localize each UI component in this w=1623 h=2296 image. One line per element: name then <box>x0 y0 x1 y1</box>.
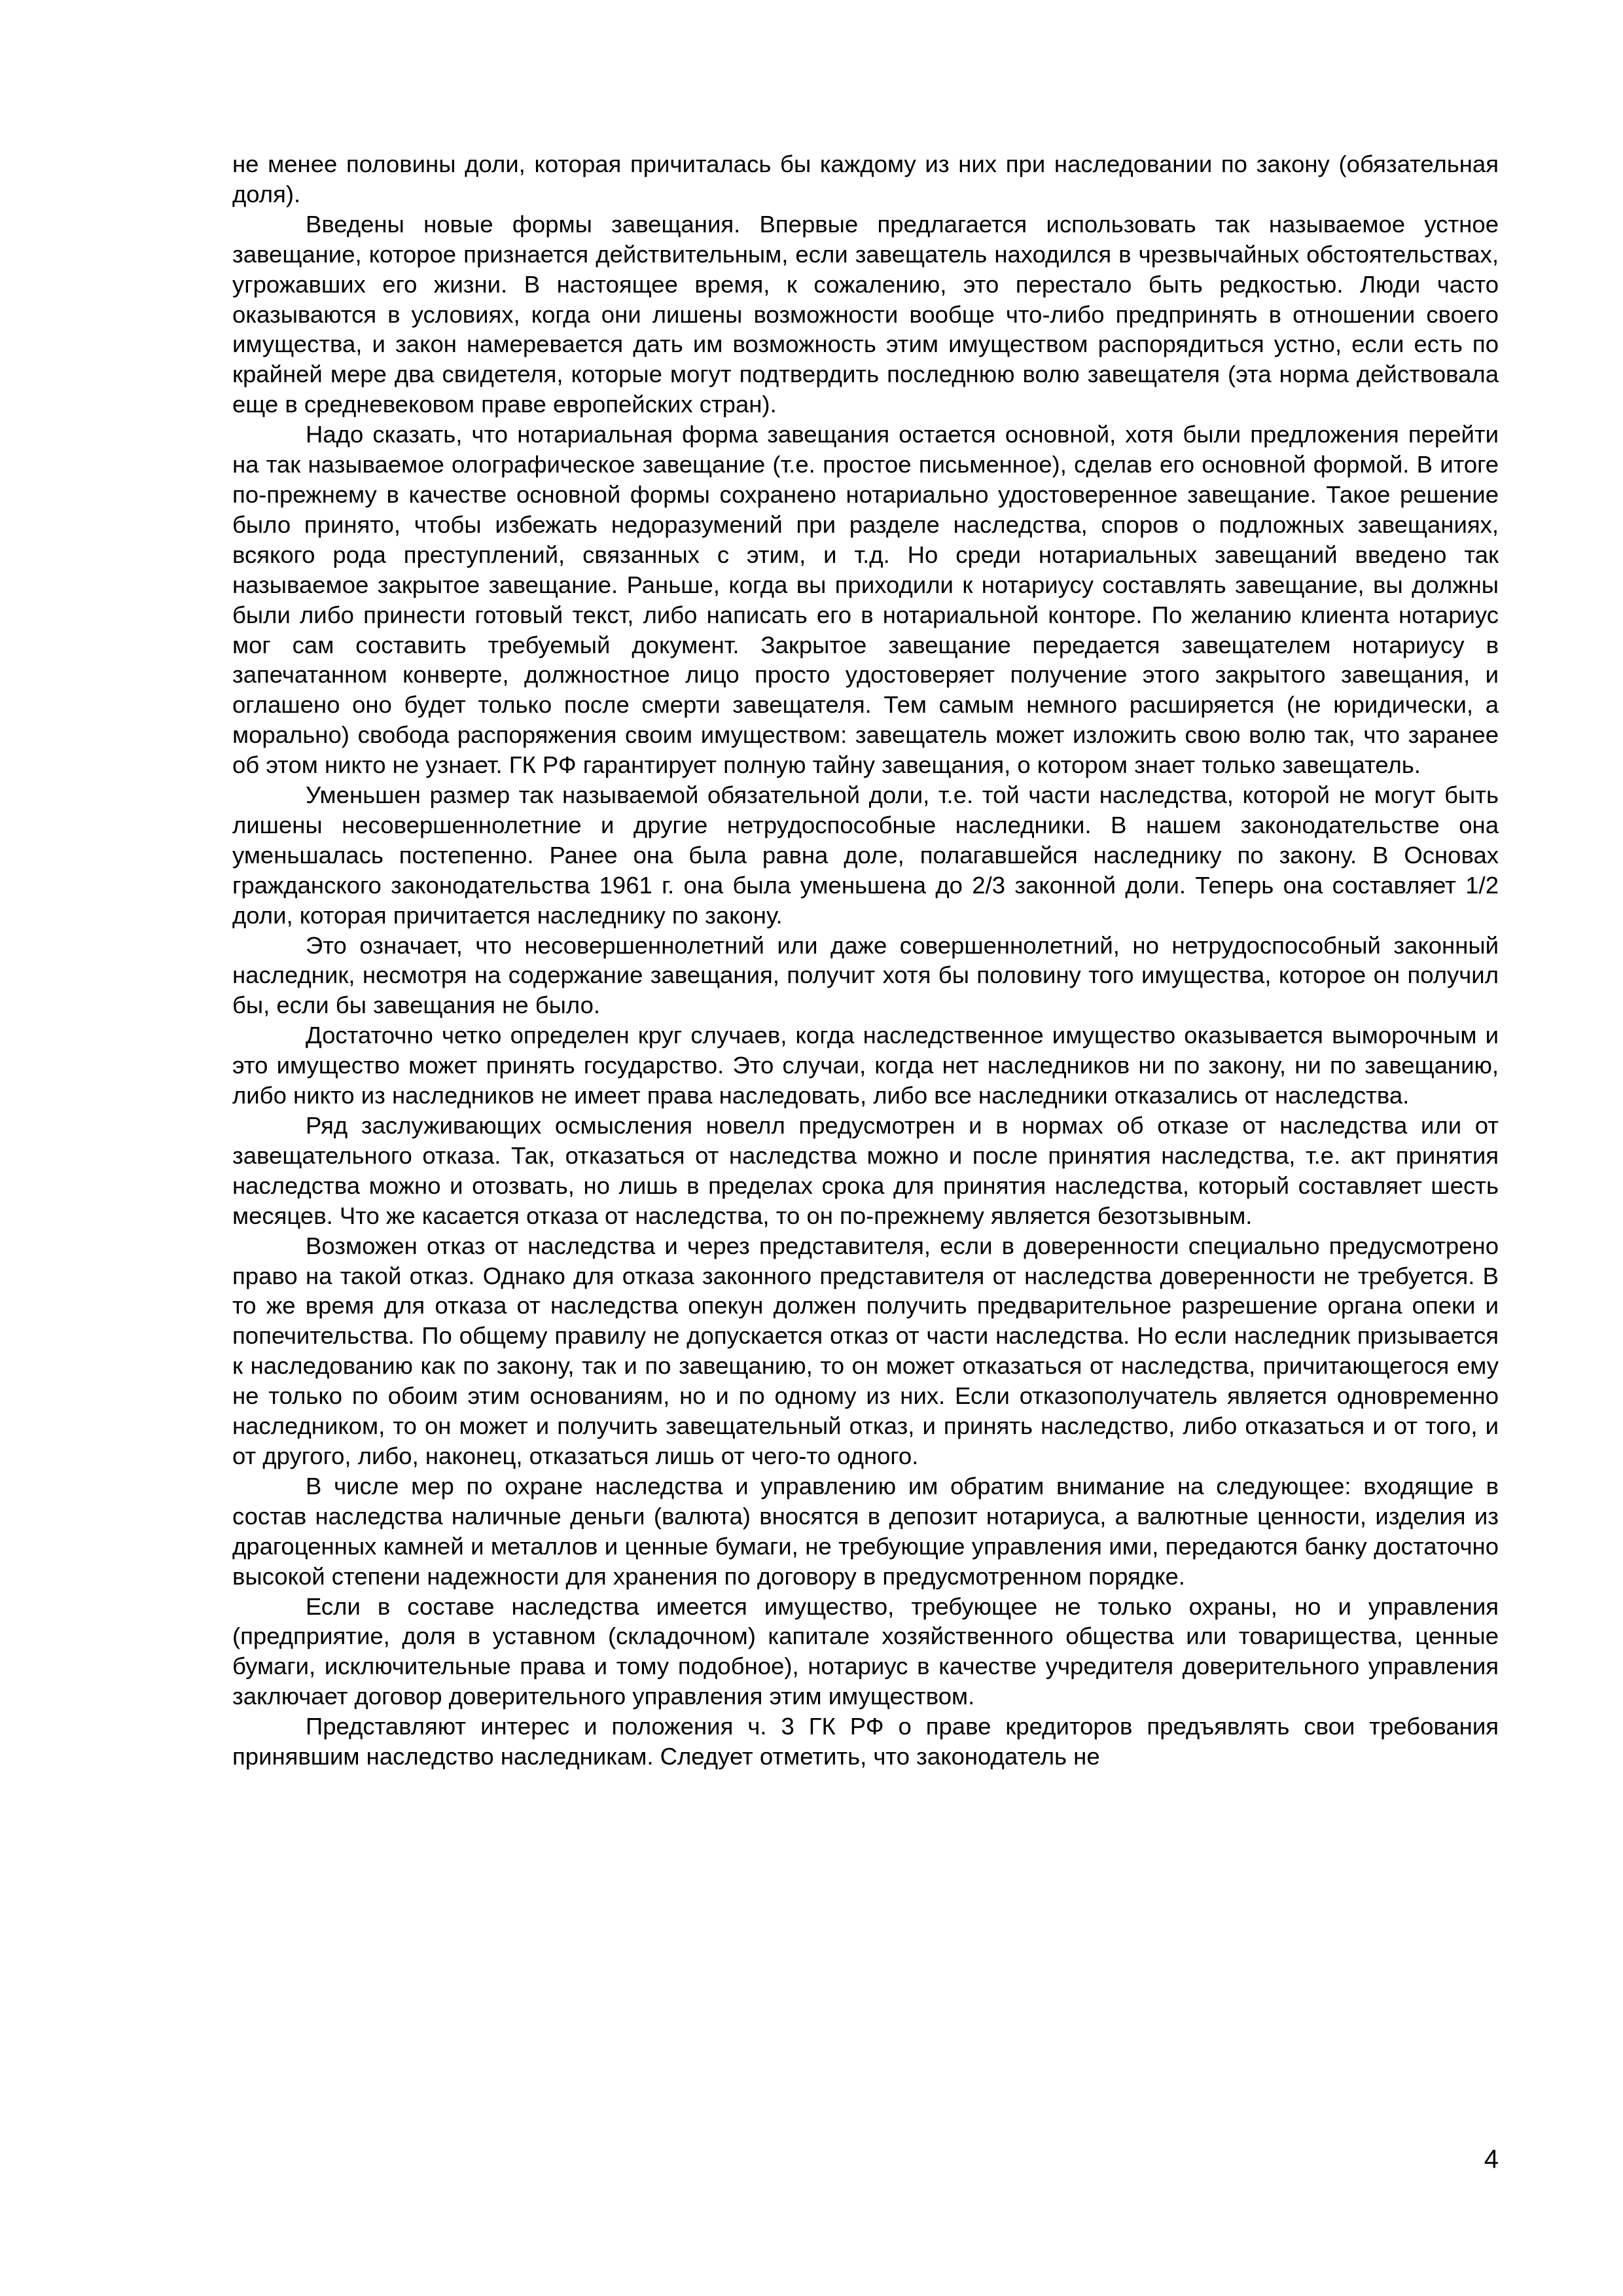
paragraph-5: Это означает, что несовершеннолетний или даже совершеннолетний, но нетрудоспособный законный наследник, несмотря на содержание завещания, получит хотя бы половину того имущества, которое он получил бы, если бы завещания не было. <box>232 931 1499 1019</box>
body-text <box>232 149 1499 1772</box>
paragraph-10: Если в составе наследства имеется имущество, требующее не только охраны, но и управления (предприятие, доля в уставном (складочном) капитале хозяйственного общества или товарищества, ценные бумаги, исключительные права и тому подобное), нотариус в качестве учредителя доверительного управления заключает договор доверительного управления этим имуществом. <box>232 1592 1499 1710</box>
paragraph-4: Уменьшен размер так называемой обязательной доли, т.е. той части наследства, которой не могут быть лишены несовершеннолетние и другие нетрудоспособные наследники. В нашем законодательстве она уменьшалась постепенно. Ранее она была равна доле, полагавшейся наследнику по закону. В Основах гражданского законодательства 1961 г. она была уменьшена до 2/3 законной доли. Теперь она составляет 1/2 доли, которая причитается наследнику по закону. <box>232 781 1499 929</box>
paragraph-1: не менее половины доли, которая причиталась бы каждому из них при наследовании по закону (обязательная доля). <box>232 151 1499 207</box>
page-number: 4 <box>1484 2145 1499 2174</box>
paragraph-6: Достаточно четко определен круг случаев, когда наследственное имущество оказывается выморочным и это имущество может принять государство. Это случаи, когда нет наследников ни по закону, ни по завещанию, либо никто из наследников не имеет права наследовать, либо все наследники отказались от наследства. <box>232 1022 1499 1109</box>
paragraph-7: Ряд заслуживающих осмысления новелл предусмотрен и в нормах об отказе от наследства или от завещательного отказа. Так, отказаться от наследства можно и после принятия наследства, т.е. акт принятия наследства можно и отозвать, но лишь в пределах срока для принятия наследства, который составляет шесть месяцев. Что же касается отказа от наследства, то он по-прежнему является безотзывным. <box>232 1112 1499 1229</box>
paragraph-8: Возможен отказ от наследства и через представителя, если в доверенности специально предусмотрено право на такой отказ. Однако для отказа законного представителя от наследства доверенности не требуется. В то же время для отказа от наследства опекун должен получить предварительное разрешение органа опеки и попечительства. По общему правилу не допускается отказ от части наследства. Но если наследник призывается к наследованию как по закону, так и по завещанию, то он может отказаться от наследства, причитающегося ему не только по обоим этим основаниям, но и по одному из них. Если отказополучатель является одновременно наследником, то он может и получить завещательный отказ, и принять наследство, либо отказаться и от того, и от другого, либо, наконец, отказаться лишь от чего-то одного. <box>232 1232 1499 1469</box>
paragraph-3: Надо сказать, что нотариальная форма завещания остается основной, хотя были предложения перейти на так называемое олографическое завещание (т.е. простое письменное), сделав его основной формой. В итоге по-прежнему в качестве основной формы сохранено нотариально удостоверенное завещание. Такое решение было принято, чтобы избежать недоразумений при разделе наследства, споров о подложных завещаниях, всякого рода преступлений, связанных с этим, и т.д. Но среди нотариальных завещаний введено так называемое закрытое завещание. Раньше, когда вы приходили к нотариусу составлять завещание, вы должны были либо принести готовый текст, либо написать его в нотариальной конторе. По желанию клиента нотариус мог сам составить требуемый документ. Закрытое завещание передается завещателем нотариусу в запечатанном конверте, должностное лицо просто удостоверяет получение этого закрытого завещания, и оглашено оно будет только после смерти завещателя. Тем самым немного расширяется (не юридически, а морально) свобода распоряжения своим имуществом: завещатель может изложить свою волю так, что заранее об этом никто не узнает. ГК РФ гарантирует полную тайну завещания, о котором знает только завещатель. <box>232 421 1499 779</box>
paragraph-9: В числе мер по охране наследства и управлению им обратим внимание на следующее: входящие в состав наследства наличные деньги (валюта) вносятся в депозит нотариуса, а валютные ценности, изделия из драгоценных камней и металлов и ценные бумаги, не требующие управления ими, передаются банку достаточно высокой степени надежности для хранения по договору в предусмотренном порядке. <box>232 1472 1499 1590</box>
paragraph-2: Введены новые формы завещания. Впервые предлагается использовать так называемое устное завещание, которое признается действительным, если завещатель находился в чрезвычайных обстоятельствах, угрожавших его жизни. В настоящее время, к сожалению, это перестало быть редкостью. Люди часто оказываются в условиях, когда они лишены возможности вообще что-либо предпринять в отношении своего имущества, и закон намеревается дать им возможность этим имуществом распорядиться устно, если есть по крайней мере два свидетеля, которые могут подтвердить последнюю волю завещателя (эта норма действовала еще в средневековом праве европейских стран). <box>232 210 1499 418</box>
paragraph-11: Представляют интерес и положения ч. 3 ГК РФ о праве кредиторов предъявлять свои требования принявшим наследство наследникам. Следует отметить, что законодатель не <box>232 1713 1499 1770</box>
